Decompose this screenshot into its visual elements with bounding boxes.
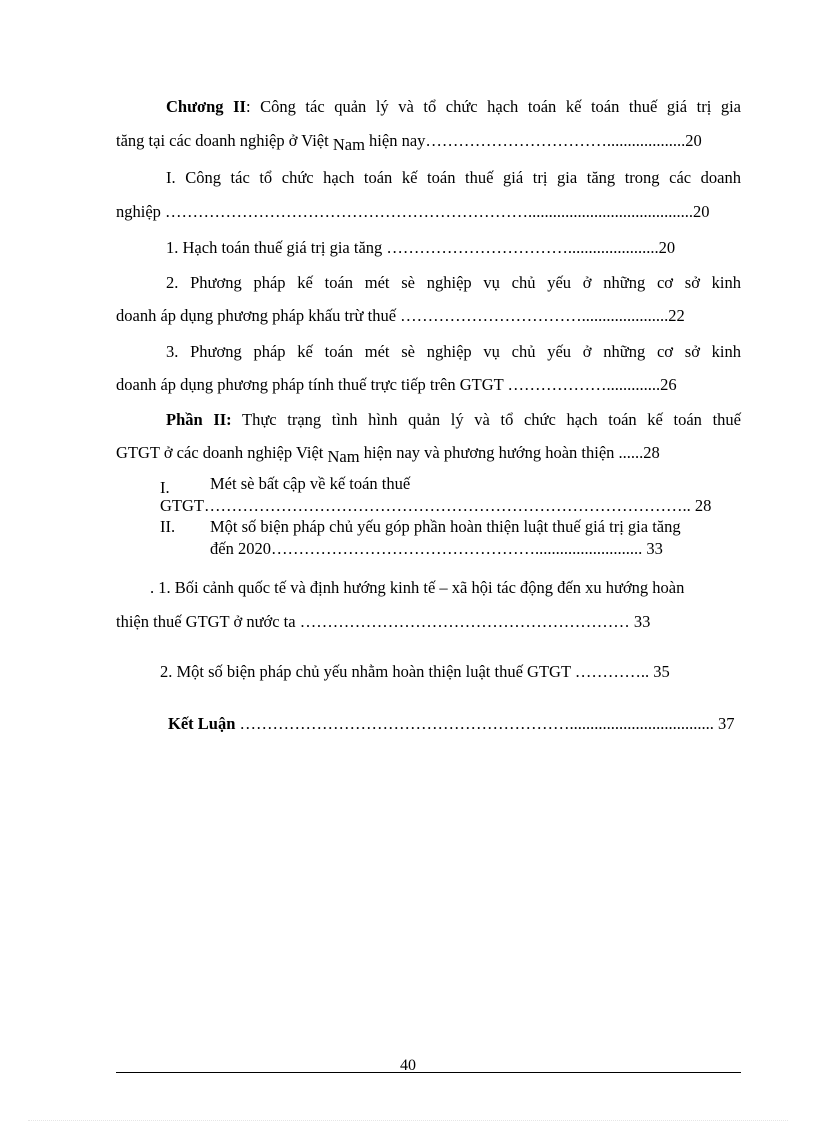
toc-conclusion-label: Kết Luận <box>168 714 236 733</box>
toc-p2-2: 2. Một số biện pháp chủ yếu nhằm hoàn thiện luật thuế GTGT ………….. 35 <box>160 662 670 681</box>
toc-p1-line2: GTGT…………………………………………………………………………….. 28 <box>160 496 712 515</box>
toc-chapter2-line1 <box>116 97 741 117</box>
toc-conclusion <box>168 714 768 734</box>
toc-p1-marker: I. <box>160 478 170 497</box>
toc-part2-line1 <box>116 410 741 430</box>
toc-p2-line1: Một số biện pháp chủ yếu góp phần hoàn thiện luật thuế giá trị gia tăng <box>210 517 681 536</box>
toc-part2-text: GTGT ở các doanh nghiệp Việt <box>116 443 328 462</box>
toc-p2-1-line2: thiện thuế GTGT ở nước ta …………………………………………………… 33 <box>116 612 651 631</box>
toc-chapter2-title: : Công tác quản lý và tổ chức hạch toán kế toán thuế giá trị gia <box>245 97 741 116</box>
toc-p2-marker: II. <box>160 517 176 536</box>
toc-p2-1-line1: . 1. Bối cảnh quốc tế và định hướng kinh tế – xã hội tác động đến xu hướng hoàn <box>150 578 685 597</box>
toc-section1-3-line2: doanh áp dụng phương pháp tính thuế trực tiếp trên GTGT ……………….............26 <box>116 375 677 394</box>
toc-section1-2-line1: 2. Phương pháp kế toán mét sè nghiệp vụ chủ yếu ở những cơ sở kinh <box>166 273 741 292</box>
toc-part2-title: Thực trạng tình hình quản lý và tổ chức hạch toán kế toán thuế <box>231 410 741 429</box>
toc-p1-line1: Mét sè bất cập về kế toán thuế <box>210 474 411 493</box>
toc-section1-line1: I. Công tác tổ chức hạch toán kế toán thuế giá trị gia tăng trong các doanh <box>166 168 741 187</box>
toc-chapter2-nam: Nam <box>332 135 365 154</box>
toc-chapter2-text: tăng tại các doanh nghiệp ở Việt <box>116 131 333 150</box>
toc-section1-line2: nghiệp …………………………………………………………........................................20 <box>116 202 710 221</box>
toc-chapter2-page: hiện nay……………………………...................20 <box>364 131 702 150</box>
page-edge-divider <box>28 1120 788 1121</box>
page-number: 40 <box>400 1057 416 1074</box>
toc-section1-1: 1. Hạch toán thuế giá trị gia tăng ……………………………......................20 <box>166 238 676 257</box>
toc-chapter2-line2 <box>116 131 741 154</box>
toc-section1-2-line2: doanh áp dụng phương pháp khấu trừ thuế …………………………….....................22 <box>116 306 685 325</box>
toc-part2-line2 <box>116 443 741 466</box>
toc-section1-3-line1: 3. Phương pháp kế toán mét sè nghiệp vụ chủ yếu ở những cơ sở kinh <box>166 342 741 361</box>
toc-part2-prefix: Phần II: <box>166 410 232 429</box>
toc-part2-page: hiện nay và phương hướng hoàn thiện ......28 <box>359 443 660 462</box>
toc-part2-nam: Nam <box>327 447 360 466</box>
toc-chapter2-prefix: Chương II <box>166 97 246 116</box>
footer-divider <box>116 1072 741 1073</box>
toc-p2-line2: đến 2020………………………………………….......................... 33 <box>210 539 663 558</box>
toc-conclusion-page: ……………………………………………………................................... 37 <box>235 714 735 733</box>
